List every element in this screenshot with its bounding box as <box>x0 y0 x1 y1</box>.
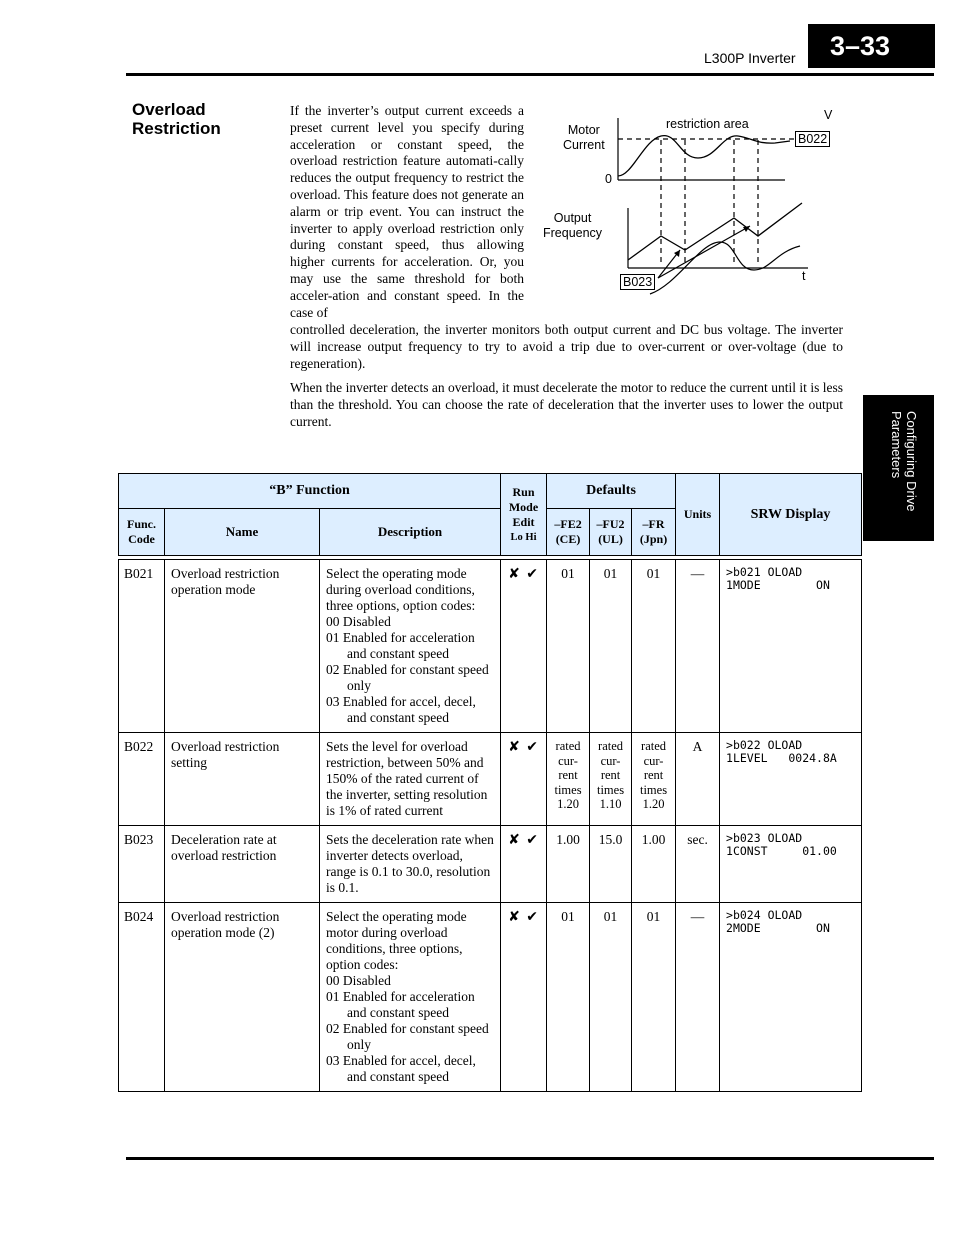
table-row <box>119 826 862 903</box>
option-code-item: 01 Enabled for acceleration and constant speed <box>326 630 475 661</box>
fu2-header <box>590 509 632 556</box>
fe2-header-line-2: (CE) <box>555 532 581 546</box>
func-code-cell: B024 <box>119 903 165 1092</box>
description-cell <box>320 826 501 903</box>
default-fe2-cell: 01 <box>547 560 590 733</box>
table-row <box>119 733 862 826</box>
run-mode-edit-header-line-1: Run <box>512 484 535 499</box>
name-cell: Deceleration rate at overload restriction <box>165 826 320 903</box>
fu2-header-line-2: (UL) <box>598 532 623 546</box>
b-function-table <box>118 473 862 1092</box>
run-mode-edit-header <box>501 474 547 556</box>
default-fr-cell: 1.00 <box>632 826 676 903</box>
units-cell: — <box>676 560 720 733</box>
motor-current-curve <box>618 136 790 176</box>
default-fu2-cell: 01 <box>590 903 632 1092</box>
name-cell: Overload restriction setting <box>165 733 320 826</box>
units-cell: — <box>676 903 720 1092</box>
paragraph-2: When the inverter detects an overload, it must decelerate the motor to reduce the current until it is less than the threshold. You can choose the rate of deceleration that the inverter uses to lower the output current. <box>290 380 843 429</box>
b022-label-box: B022 <box>795 131 830 147</box>
run-mode-edit-cell: ✘ ✔ <box>501 733 547 826</box>
defaults-header: Defaults <box>547 474 676 509</box>
default-fu2-cell: 01 <box>590 560 632 733</box>
default-fr-cell: rated cur-rent times 1.20 <box>632 733 676 826</box>
default-fu2-cell: 15.0 <box>590 826 632 903</box>
name-cell: Overload restriction operation mode <box>165 560 320 733</box>
name-cell: Overload restriction operation mode (2) <box>165 903 320 1092</box>
output-frequency-line <box>628 203 802 260</box>
paragraph-1-part-2: controlled deceleration, the inverter monitors both output current and DC bus voltage. The inverter will increase output frequency to try to avoid a trip due to over-current or over-voltage (due to regeneration). <box>290 322 843 371</box>
option-code-item: 00 Disabled <box>326 973 391 988</box>
side-tab-line-1: Configuring Drive <box>904 411 919 512</box>
section-heading-line-1: Overload <box>132 100 206 119</box>
motor-current-label-line-2: Current <box>563 138 605 152</box>
run-mode-edit-header-line-3: Edit <box>512 514 535 529</box>
default-fr-cell: 01 <box>632 903 676 1092</box>
zero-label: 0 <box>605 172 612 186</box>
footer-rule <box>126 1157 934 1160</box>
restriction-area-label: restriction area <box>666 117 749 131</box>
default-fr-cell: 01 <box>632 560 676 733</box>
option-code-item: 01 Enabled for acceleration and constant speed <box>326 989 475 1020</box>
default-fe2-cell: 01 <box>547 903 590 1092</box>
output-frequency-label-line-2: Frequency <box>543 226 603 240</box>
fe2-header-line-1: –FE2 <box>554 517 582 531</box>
fr-header <box>632 509 676 556</box>
t-label: t <box>802 269 806 283</box>
table-row <box>119 560 862 733</box>
run-mode-edit-cell: ✘ ✔ <box>501 560 547 733</box>
motor-current-label-line-1: Motor <box>567 123 600 137</box>
output-frequency-label <box>543 211 602 241</box>
description-text: Sets the level for overload restriction, between 50% and 150% of the rated current of the inverter, setting resolution is 1% of rated current <box>326 739 488 818</box>
output-frequency-label-line-1: Output <box>553 211 592 225</box>
srw-display-cell: >b023 OLOAD 1CONST 01.00 <box>720 826 862 903</box>
section-heading <box>132 100 252 138</box>
option-code-item: 00 Disabled <box>326 614 391 629</box>
side-tab-label <box>863 395 934 541</box>
run-mode-edit-header-line-4: Lo Hi <box>510 531 537 543</box>
paragraph-1-part-1: If the inverter’s output current exceeds a preset current level you specify during acceleration or constant speed, the overload restriction feature automati-cally reduces the output frequency to restrict the overload. This feature does not generate an alarm or trip event. You can instruct the inverter to apply overload restriction only during constant speed, thus allowing higher currents for acceleration. Or, you may use the same threshold for both acceler-ation and constant speed. In the case of <box>290 103 524 320</box>
func-code-cell: B021 <box>119 560 165 733</box>
func-code-header <box>119 509 165 556</box>
fu2-header-line-1: –FU2 <box>596 517 625 531</box>
units-cell: A <box>676 733 720 826</box>
units-cell: sec. <box>676 826 720 903</box>
srw-display-cell: >b022 OLOAD 1LEVEL 0024.8A <box>720 733 862 826</box>
run-mode-edit-cell: ✘ ✔ <box>501 903 547 1092</box>
fe2-header <box>547 509 590 556</box>
description-text: Select the operating mode during overload conditions, three options, option codes: <box>326 566 476 613</box>
run-mode-edit-header-line-2: Mode <box>508 499 539 514</box>
section-heading-line-2: Restriction <box>132 119 221 138</box>
srw-display-header: SRW Display <box>720 474 862 556</box>
option-code-item: 03 Enabled for accel, decel, and constant speed <box>326 1053 476 1084</box>
side-tab-line-2: Parameters <box>889 411 904 479</box>
description-cell <box>320 903 501 1092</box>
run-mode-edit-cell: ✘ ✔ <box>501 826 547 903</box>
b023-arrow-2 <box>658 226 750 278</box>
func-code-header-line-2: Code <box>128 532 155 546</box>
default-fu2-cell: rated cur-rent times 1.10 <box>590 733 632 826</box>
description-header: Description <box>320 509 501 556</box>
description-cell <box>320 733 501 826</box>
v-label: V <box>824 108 833 122</box>
page-number: 3–33 <box>808 24 935 68</box>
fr-header-line-2: (Jpn) <box>639 532 668 546</box>
table-body <box>119 556 862 1092</box>
overload-restriction-diagram <box>530 100 850 305</box>
fr-header-line-1: –FR <box>642 517 665 531</box>
func-code-cell: B023 <box>119 826 165 903</box>
motor-current-label <box>563 123 605 153</box>
description-text: Sets the deceleration rate when inverter detects overload, range is 0.1 to 30.0, resolution is 0.1. <box>326 832 494 895</box>
name-header: Name <box>165 509 320 556</box>
option-code-item: 02 Enabled for constant speed only <box>326 662 489 693</box>
default-fe2-cell: rated cur-rent times 1.20 <box>547 733 590 826</box>
b-function-header: “B” Function <box>119 474 501 509</box>
table-row <box>119 903 862 1092</box>
func-code-header-line-1: Func. <box>126 517 156 531</box>
default-fe2-cell: 1.00 <box>547 826 590 903</box>
header-rule <box>126 73 934 76</box>
header-product-name: L300P Inverter <box>704 50 796 66</box>
func-code-cell: B022 <box>119 733 165 826</box>
b023-label-box: B023 <box>620 274 655 290</box>
srw-display-cell: >b024 OLOAD 2MODE ON <box>720 903 862 1092</box>
description-text: Select the operating mode motor during overload conditions, three options, option codes: <box>326 909 467 972</box>
srw-display-cell: >b021 OLOAD 1MODE ON <box>720 560 862 733</box>
units-header: Units <box>676 474 720 556</box>
option-code-item: 02 Enabled for constant speed only <box>326 1021 489 1052</box>
side-tab <box>863 395 934 541</box>
description-cell <box>320 560 501 733</box>
option-code-item: 03 Enabled for accel, decel, and constant speed <box>326 694 476 725</box>
